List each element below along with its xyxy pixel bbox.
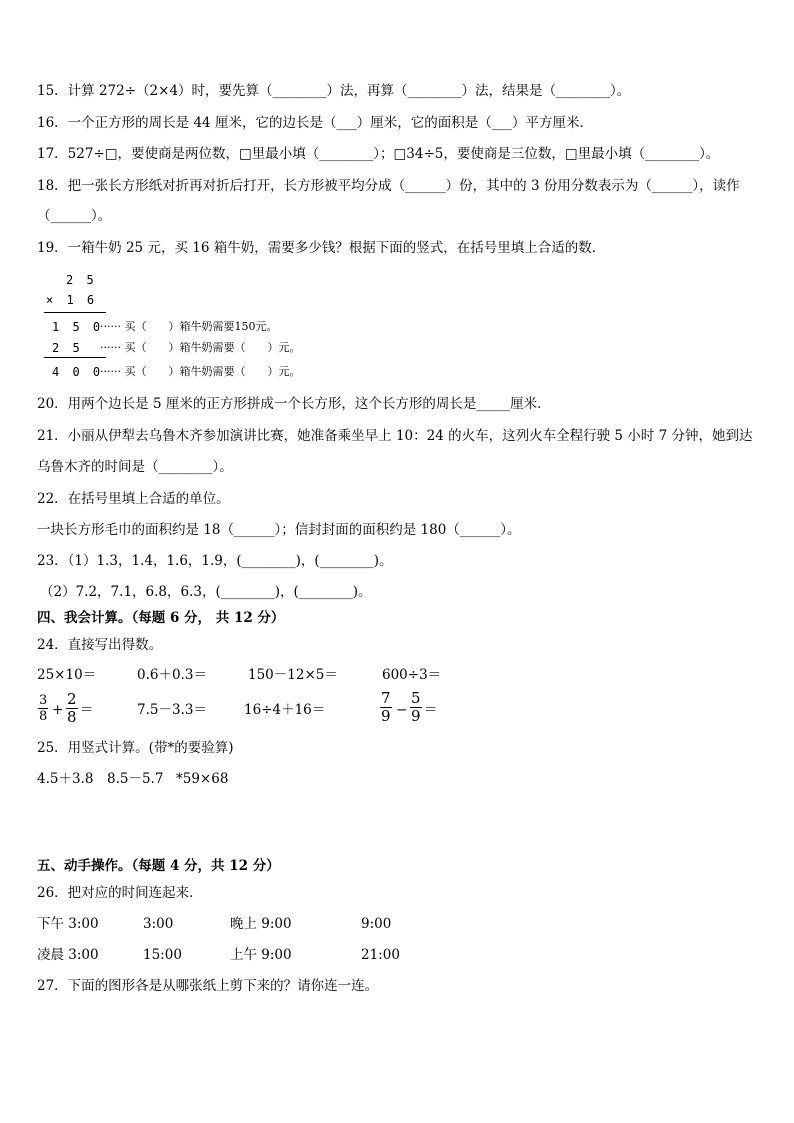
question-19: 19．一箱牛奶 25 元，买 16 箱牛奶，需要多少钱？根据下面的竖式，在括号里填上合适的数．: [37, 240, 606, 256]
calc-item: 16÷4＋16＝: [244, 702, 326, 718]
question-17: 17．527÷□，要使商是两位数，□里最小填（________）；□34÷5，要使商是三位数，□里最小填（________）。: [37, 146, 720, 162]
question-21-line2: 乌鲁木齐的时间是（________）。: [37, 459, 233, 475]
question-18-line2: （______）。: [37, 208, 112, 224]
question-26: 26．把对应的时间连起来．: [37, 885, 203, 901]
question-18-line1: 18．把一张长方形纸对折再对折后打开，长方形被平均分成（______）份，其中的 3 份用分数表示为（______），读作: [37, 178, 740, 194]
multiplicand: 2 5: [66, 273, 97, 287]
fraction: [38, 693, 48, 724]
partial-product-2-note: ······ 买（ ）箱牛奶需要（ ）元。: [100, 341, 301, 354]
question-25: 25．用竖式计算。(带*的要验算): [37, 740, 234, 756]
divider-line: [44, 357, 106, 358]
denominator: 9: [381, 707, 391, 725]
vertical-calc-item: *59×68: [176, 771, 229, 787]
question-27: 27．下面的图形各是从哪张纸上剪下来的？请你连一连。: [37, 978, 379, 994]
question-22: 22．在括号里填上合适的单位。: [37, 491, 230, 507]
question-21-line1: 21．小丽从伊犁去乌鲁木齐参加演讲比赛，她准备乘坐早上 10：24 的火车，这列火车全程行驶 5 小时 7 分钟，她到达: [37, 428, 753, 444]
question-23-part1: 23．（1）1.3，1.4，1.6，1.9，(________)，(________)。: [37, 553, 393, 569]
partial-product-1-note: ······ 买（ ）箱牛奶需要150元。: [100, 320, 278, 333]
question-16: 16．一个正方形的周长是 44 厘米，它的边长是（___）厘米，它的面积是（___）平方厘米．: [37, 115, 593, 131]
equals-sign: ＝: [80, 702, 94, 718]
vertical-calc-item: 8.5－5.7: [107, 771, 164, 787]
numerator: 5: [411, 689, 421, 707]
calc-item: 600÷3＝: [382, 667, 442, 683]
final-product: 4 0 0: [52, 365, 104, 379]
time-item: 3:00: [143, 916, 174, 932]
fraction: [380, 690, 392, 725]
time-item: 9:00: [361, 916, 392, 932]
time-item: 下午 3:00: [37, 916, 99, 932]
denominator: 8: [67, 708, 77, 726]
fraction: [66, 691, 78, 726]
denominator: 8: [39, 709, 48, 724]
section-4-heading: 四、我会计算。（每题 6 分， 共 12 分）: [37, 610, 285, 626]
divider-line: [44, 312, 106, 313]
multiplier: × 1 6: [46, 293, 98, 307]
question-24: 24．直接写出得数。: [37, 637, 163, 653]
section-5-heading: 五、动手操作。（每题 4 分，共 12 分）: [37, 858, 280, 874]
time-item: 晚上 9:00: [230, 916, 292, 932]
partial-product-1: 1 5 0: [52, 320, 104, 334]
final-product-note: ······ 买（ ）箱牛奶需要（ ）元。: [100, 365, 301, 378]
time-item: 15:00: [143, 947, 182, 963]
question-23-part2: （2）7.2，7.1，6.8，6.3，(________)，(________)。: [40, 584, 372, 600]
denominator: 9: [411, 707, 421, 725]
calc-item: 25×10＝: [37, 667, 97, 683]
time-item: 21:00: [361, 947, 400, 963]
question-15: 15．计算 272÷（2×4）时，要先算（________）法，再算（________）法，结果是（________）。: [37, 83, 631, 99]
numerator: 3: [39, 693, 48, 708]
plus-sign: +: [52, 702, 64, 718]
equals-sign: ＝: [424, 702, 438, 718]
vertical-calc-item: 4.5＋3.8: [37, 771, 94, 787]
minus-sign: −: [396, 702, 408, 718]
calc-item: 7.5－3.3＝: [137, 702, 207, 718]
question-20: 20．用两个边长是 5 厘米的正方形拼成一个长方形，这个长方形的周长是_____厘米．: [37, 396, 551, 412]
time-item: 上午 9:00: [230, 947, 292, 963]
question-22-sub: 一块长方形毛巾的面积约是 18（______）；信封封面的面积约是 180（______）。: [37, 522, 521, 538]
calc-item: 150－12×5＝: [248, 667, 338, 683]
numerator: 2: [67, 690, 77, 708]
numerator: 7: [381, 689, 391, 707]
calc-item: 0.6＋0.3＝: [137, 667, 207, 683]
fraction: [410, 690, 422, 725]
time-item: 凌晨 3:00: [37, 947, 99, 963]
partial-product-2: 2 5: [52, 341, 83, 355]
